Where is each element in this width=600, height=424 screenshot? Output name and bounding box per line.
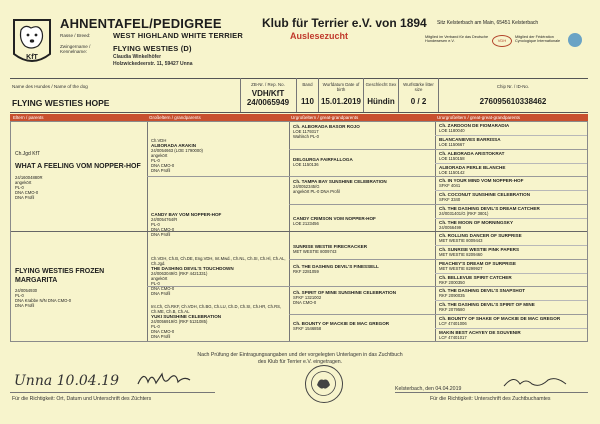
litter-value: 0 / 2 — [410, 97, 427, 106]
dam-entry — [15, 268, 145, 338]
ancestor-name: Ch. THE MOON OF MORNINGSKY — [439, 220, 514, 225]
great-grandparent-detail: LOE 1150136 — [293, 162, 319, 167]
grandparent-detail: DNA Profil — [151, 168, 171, 173]
great-great-grandparent-entry — [439, 275, 585, 286]
dam-detail: DNA Krabbe N/N DNA CMO-0 — [15, 298, 72, 303]
dam-detail: PL-0 — [15, 293, 24, 298]
sire-detail: DNA Profil — [15, 194, 35, 200]
signature-line — [395, 392, 588, 393]
great-great-grandparent-entry — [439, 220, 585, 231]
divider — [10, 78, 588, 79]
ancestor-name: Ch. IN YOUR MIND VOM NOPPER-HOF — [439, 178, 524, 183]
kennel-value: FLYING WESTIES (D) — [113, 44, 192, 53]
great-great-grandparent-entry — [439, 288, 585, 300]
great-grandparent-detail: DNA CMO-0 — [293, 300, 317, 305]
divider — [240, 78, 241, 112]
ancestor-detail: LCF 47401017 — [439, 335, 467, 340]
chip-label: Chip Nr. / ID-No. — [496, 84, 530, 89]
great-great-grandparent-entry — [439, 178, 585, 190]
handwritten-place-date: Unna 10.04.19 — [14, 373, 119, 389]
great-grandparent-name: SUNRISE WESTIE FIRECRACKER — [293, 244, 368, 249]
ancestor-name: ALBORADA PERLE BLANCHE — [439, 165, 506, 170]
great-great-grandparent-entry — [439, 247, 585, 259]
row-divider — [435, 163, 587, 164]
club-stamp — [305, 365, 343, 403]
grandparent-detail: PL-0 — [151, 324, 160, 329]
dam-name: FLYING WESTIES FROZEN MARGARITA — [15, 268, 105, 284]
grandparent-entry — [151, 256, 287, 296]
fci-logo — [568, 33, 582, 47]
sire-detail: 24/16004880R — [15, 174, 43, 180]
breeder-sign-label: Für die Richtigkeit: Ort, Datum und Unterschrift des Züchters — [12, 396, 152, 402]
fci-membership: Mitglied der Fédération Cynologique Internationale — [515, 35, 561, 44]
great-grandparent-entry — [293, 179, 433, 203]
dob-value: 15.01.2019 — [320, 97, 362, 106]
grandparent-title: Int.Ch, Ch.RKF, Ch.VDH, Ch.BG, Ch.LU, Ch.D, Ch.SI, Ch.HR, Ch.RS, Ch.ME, Ch.B, Ch.AL — [151, 304, 282, 314]
club-signature — [500, 372, 570, 392]
sire-title: Ch.Jgd KfT — [15, 151, 41, 157]
great-great-grandparent-entry — [439, 151, 585, 163]
grandparent-detail: DNA Profil — [151, 232, 171, 237]
great-grandparent-name: Ch. TAMPA BAY SUNSHINE CELEBRATION — [293, 179, 387, 184]
grandparent-entry — [151, 138, 287, 175]
great-grandparent-entry — [293, 321, 433, 339]
ancestor-detail: MET WESTIE 8299927 — [439, 266, 483, 271]
great-grandparent-entry — [293, 290, 433, 313]
dam-details — [15, 288, 145, 308]
dam-detail: 24/0054930 — [15, 288, 38, 293]
ancestor-name: Ch. ALBORADA ARISTOKRAT — [439, 151, 505, 156]
kennel-label: Zwingername / Kennelname: — [60, 44, 91, 55]
grandparent-title: Ch.VDH — [151, 138, 167, 143]
grandparent-detail: PL-0 — [151, 281, 160, 286]
pedigree-grid — [10, 121, 588, 342]
row-divider — [289, 204, 587, 205]
club-subtitle: Auslesezucht — [290, 31, 349, 41]
grandparent-detail: 24/0054663 (LOE 1790000) — [151, 148, 203, 153]
great-great-grandparent-entry — [439, 330, 585, 341]
ancestor-name: Ch. ZARDOON DE FIOMARADIA — [439, 123, 510, 128]
ancestor-name: Ch. THE DASHING DEVIL'S SPIRIT OF MINE — [439, 302, 535, 307]
row-divider — [435, 328, 587, 329]
great-great-grandparent-entry — [439, 233, 585, 245]
sire-detail: PL-0 — [15, 184, 24, 190]
grandparent-detail: DNA CMO-0 — [151, 227, 175, 232]
club-sign-label: Für die Richtigkeit: Unterschrift des Zuchtbuchamtes — [430, 396, 551, 402]
chip-value: 276095610338462 — [479, 97, 547, 106]
row-divider — [11, 231, 587, 232]
great-great-grandparent-entry — [439, 123, 585, 135]
certificate-title: AHNENTAFEL/PEDIGREE — [60, 16, 222, 31]
great-grandparent-detail: 24/0052345/G — [293, 184, 320, 189]
row-divider — [435, 218, 587, 219]
row-divider — [289, 149, 587, 150]
band-value: 110 — [301, 97, 314, 106]
sex-label: Geschlecht Sex — [365, 82, 397, 87]
great-grandparent-name: Ch. ALBORADA BASOR ROJO — [293, 124, 360, 129]
grandparent-detail: 24/0063049/G (RKF 4421331) — [151, 271, 208, 276]
great-grandparent-entry — [293, 216, 433, 230]
ancestor-detail: SFKF 3340 — [439, 197, 461, 202]
band-label: Band — [302, 82, 313, 87]
row-divider — [435, 135, 587, 136]
grandparent-name: YUKI SUNSHINE CELEBRATION — [151, 314, 222, 319]
ancestor-detail: RKF 2000350 — [439, 280, 465, 285]
great-grandparent-name: Ch. THE DASHING DEVIL'S FINESSELL — [293, 264, 379, 269]
vdh-logo: VDH — [492, 35, 512, 47]
great-grandparent-name: DELGURGA FAIRFALLOGA — [293, 157, 353, 162]
litter-label: Wurfstärke litter size — [403, 82, 434, 92]
dam-detail: DNA Profil — [15, 303, 35, 308]
dog-name-label: Name des Hundes / Name of the dog — [12, 84, 88, 89]
sex-value: Hündin — [367, 97, 395, 106]
ancestor-name: Ch. THE DASHING DEVIL'S SNAPSHOT — [439, 288, 526, 293]
great-grandparent-detail: SFKF 1546858 — [293, 326, 322, 331]
ancestor-detail: LOE 1150142 — [439, 170, 465, 175]
ancestor-name: PEACHEY'S DREAM OF SURPRISE — [439, 261, 516, 266]
ancestor-name: BLANCANIEVES BARRISSA — [439, 137, 501, 142]
great-grandparent-detail: Wahlsch PL-0 — [293, 134, 319, 139]
grandparent-detail: angekört — [151, 276, 168, 281]
svg-text:KfT: KfT — [26, 54, 38, 61]
zb-label: ZB-Nr. / Rep. No. — [251, 82, 285, 87]
row-divider — [435, 300, 587, 301]
ancestor-detail: RKF 2090035 — [439, 293, 465, 298]
grandparent-detail: DNA CMO-0 — [151, 286, 175, 291]
great-great-grandparent-entry — [439, 137, 585, 149]
ancestor-detail: LOE 1150158 — [439, 156, 465, 161]
great-grandparent-detail: SFKF 1321002 — [293, 295, 322, 300]
great-grandparent-detail: angekört PL-0 DNA Profil — [293, 189, 340, 194]
divider — [10, 112, 588, 113]
row-divider — [289, 314, 587, 315]
ancestor-name: Ch. ROLLING DANCER OF SURPRISE — [439, 233, 522, 238]
grandparent-detail: 24/0056919/G (RKF 5131085) — [151, 319, 208, 324]
breed-label: Rasse / Breed: — [60, 33, 91, 38]
great-great-grandparent-entry — [439, 316, 585, 328]
verification-text: Nach Prüfung der Eintragungsangaben und der vorgelegten Unterlagen in das Zuchtbuch — [197, 352, 403, 358]
club-seat: Sitz Kelsterbach am Main, 65451 Kelsterbach — [437, 20, 539, 26]
dob-label: Wurfdatum Date of birth — [322, 82, 360, 92]
vdh-membership: Mitglied im Verband für das Deutsche Hundewesen e.V. — [425, 35, 489, 44]
breeder-signature — [134, 368, 194, 390]
great-grandparent-name: Ch. BOUNTY OF MACKIE DE MAC GREGOR — [293, 321, 390, 326]
grandparent-detail: PL-0 — [151, 158, 160, 163]
ancestor-name: Ch. SUNRISE WESTIE PINK PAPERS — [439, 247, 520, 252]
great-grandparent-name: Ch. SPIRIT OF MINE SUNSHINE CELEBRATION — [293, 290, 397, 295]
ancestor-detail: 24/0031401/G (RKF 3801) — [439, 211, 489, 216]
zb-value: VDH/KfT 24/0065949 — [246, 89, 290, 107]
great-grandparent-entry — [293, 244, 433, 258]
grandparent-detail: PL-0 — [151, 222, 160, 227]
sire-entry — [15, 152, 145, 228]
great-great-grandparent-entry — [439, 261, 585, 273]
ancestor-detail: MET WESTIE 8209460 — [439, 252, 483, 257]
ancestor-detail: MET WESTIE 8009443 — [439, 238, 483, 243]
dog-name: FLYING WESTIES HOPE — [12, 98, 110, 108]
kennel-owner: Claudia Winkelhöfer — [113, 54, 162, 60]
grandparent-entry — [151, 212, 287, 237]
grandparent-detail: DNA CMO-0 — [151, 329, 175, 334]
ancestor-name: Ch. COCONUT SUNSHINE CELEBRATION — [439, 192, 531, 197]
sire-details — [15, 175, 145, 200]
generation-header-great-grandparents: Urgroßeltern / great-grandparents — [288, 114, 434, 121]
generation-header-parents: Eltern / parents — [10, 114, 146, 121]
great-grandparent-name: CANDY CRIMSON VOM NOPPER-HOF — [293, 216, 376, 221]
great-grandparent-detail: RKF 2281059 — [293, 269, 319, 274]
ancestor-detail: LCF 47401006 — [439, 321, 467, 326]
club-logo — [11, 18, 53, 68]
grandparent-detail: 24/0054764/R — [151, 217, 178, 222]
ancestor-detail: RKF 2079580 — [439, 307, 465, 312]
great-great-grandparent-entry — [439, 165, 585, 177]
place-date: Kelsterbach, den 04.04.2019 — [395, 386, 462, 392]
grandparent-entry — [151, 304, 287, 340]
sire-name: WHAT A FEELING VOM NOPPER-HOF — [15, 163, 141, 170]
generation-header-great-great-grandparents: Ururgroßeltern / great-great-grandparents — [434, 114, 588, 121]
great-grandparent-detail: MET WESTIE 8009743 — [293, 249, 337, 254]
great-grandparent-detail: LOE 1179317 — [293, 129, 319, 134]
grandparent-name: ALBORADA ARAKIN — [151, 143, 197, 148]
club-name: Klub für Terrier e.V. von 1894 — [262, 16, 427, 30]
breed-value: WEST HIGHLAND WHITE TERRIER — [113, 31, 243, 40]
generation-header-grandparents: Großeltern / grandparents — [146, 114, 288, 121]
sire-detail: DNA CMO-0 — [15, 189, 39, 195]
sire-detail: angekört — [15, 179, 32, 185]
row-divider — [435, 190, 587, 191]
kennel-address: Holzwickedeerstr. 11, 59427 Unna — [113, 61, 193, 67]
ancestor-detail: LOE 1180040 — [439, 128, 465, 133]
ancestor-name: MAKIN BEST ACHYEY DE SOUVENIR — [439, 330, 521, 335]
signature-line — [10, 392, 215, 393]
grandparent-detail: DNA CMO-0 — [151, 163, 175, 168]
grandparent-name: THE DASHING DEVIL'S TOUCHDOWN — [151, 266, 234, 271]
great-grandparent-entry — [293, 124, 433, 148]
ancestor-detail: SFKF 4041 — [439, 183, 461, 188]
row-divider — [435, 273, 587, 274]
great-grandparent-entry — [293, 264, 433, 284]
ancestor-name: Ch. BELLEVUE SPIRIT CATCHER — [439, 275, 512, 280]
great-great-grandparent-entry — [439, 206, 585, 218]
row-divider — [289, 259, 587, 260]
great-grandparent-entry — [293, 157, 433, 175]
ancestor-name: Ch. THE DASHING DEVIL'S DREAM CATCHER — [439, 206, 540, 211]
divider — [438, 78, 439, 112]
grandparent-title: Ch.VDH, Ch.B, Ch.DE, Eng.VDH, Int.Mwd., Ch.NL, Ch.SI, Ch.Hl, Ch.AL, Ch.Jgd. — [151, 256, 286, 266]
ancestor-detail: LOE 1150667 — [439, 142, 465, 147]
great-great-grandparent-entry — [439, 302, 585, 314]
row-divider — [435, 245, 587, 246]
great-grandparent-detail: LOE 2123456 — [293, 221, 319, 226]
grandparent-name: CANDY BAY VOM NOPPER-HOF — [151, 212, 222, 217]
ancestor-name: Ch. BOUNTY OF SHAKE OF MACKIE DE MAC GREGOR — [439, 316, 561, 321]
verification-text-2: des Klub für Terrier e.V. eingetragen. — [257, 359, 343, 365]
grandparent-detail: DNA Profil — [151, 291, 171, 296]
great-great-grandparent-entry — [439, 192, 585, 204]
grandparent-detail: angekört — [151, 153, 168, 158]
ancestor-detail: 24/0056499 — [439, 225, 462, 230]
grandparent-detail: DNA Profil — [151, 334, 171, 339]
